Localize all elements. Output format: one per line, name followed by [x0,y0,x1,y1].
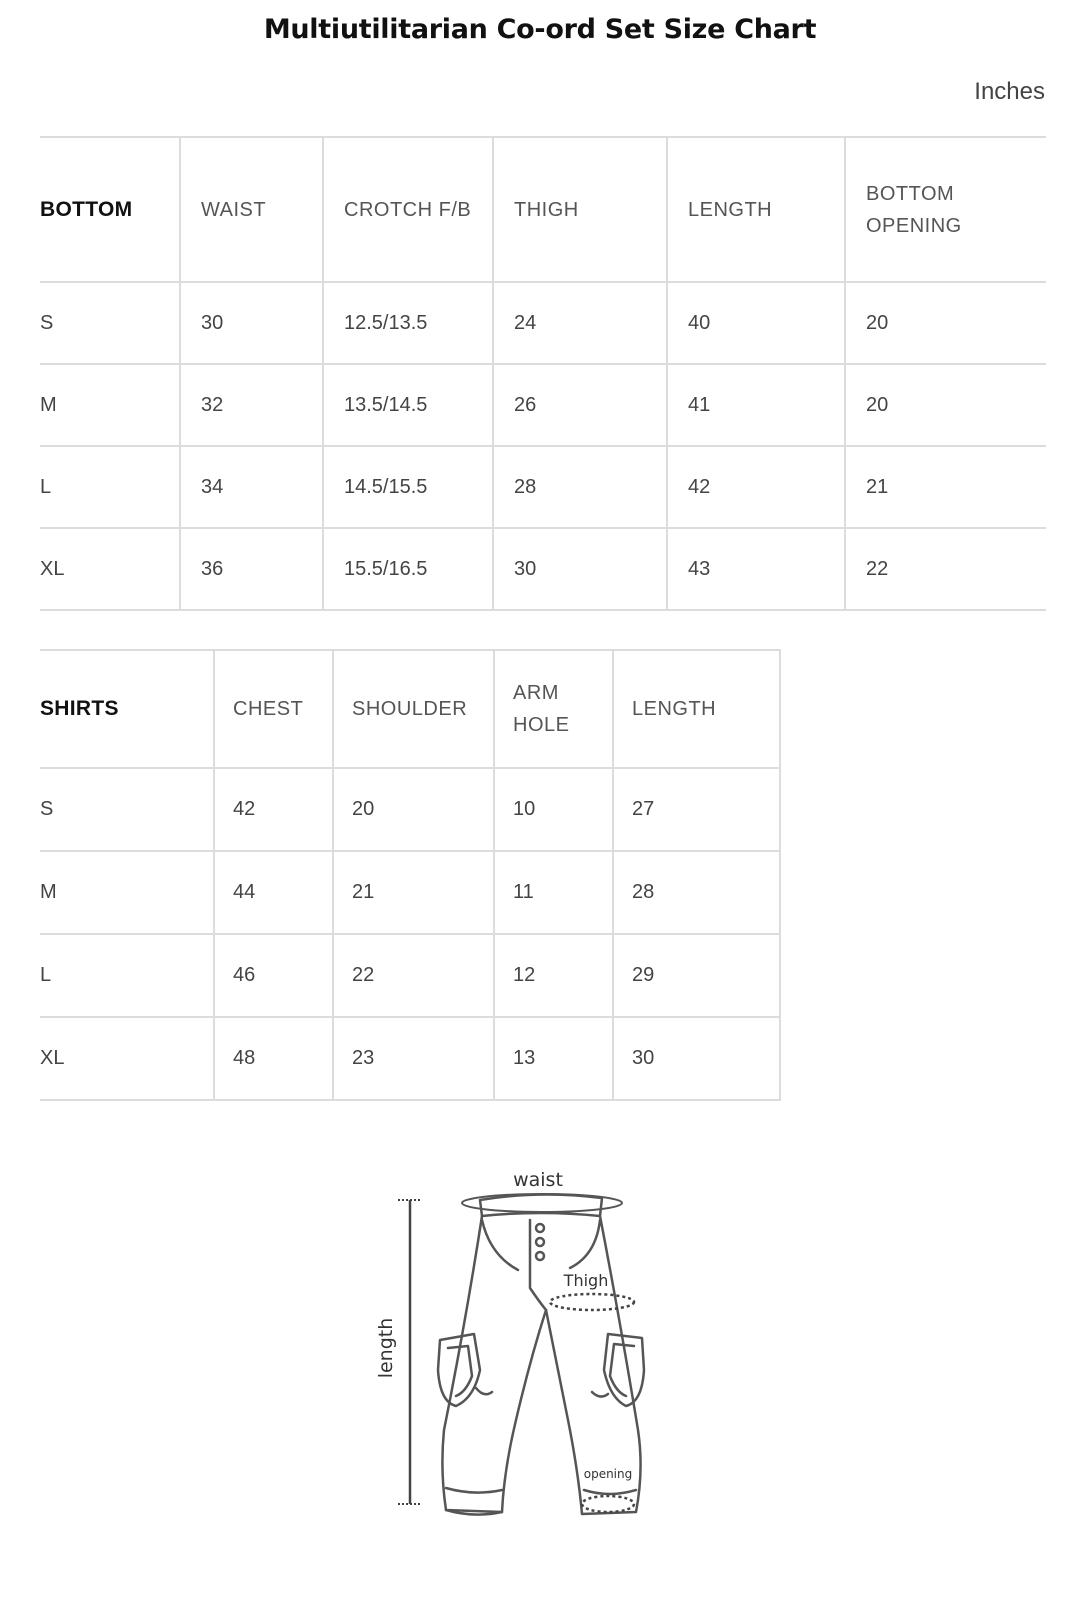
table-row [40,768,780,851]
size-cell: L [40,934,214,1017]
pants-measurement-diagram [370,1170,700,1550]
table-cell: 11 [494,851,613,934]
header-shoulder: SHOULDER [333,650,494,768]
table-cell: 12 [494,934,613,1017]
table-cell: 21 [333,851,494,934]
table-cell: 43 [667,528,845,610]
size-cell: S [40,768,214,851]
opening-label: opening [583,1467,633,1481]
thigh-label: Thigh [563,1271,609,1290]
length-label: length [375,1317,397,1379]
table-cell: 26 [493,364,667,446]
table-cell: 42 [214,768,333,851]
table-cell: 23 [333,1017,494,1100]
table-cell: 20 [845,364,1046,446]
bottom-size-table [40,136,1046,611]
table-cell: 27 [613,768,780,851]
table-cell: 30 [493,528,667,610]
table-row [40,364,1046,446]
table-row [40,1017,780,1100]
table-cell: 20 [333,768,494,851]
header-crotch: CROTCH F/B [323,137,493,282]
header-chest: CHEST [214,650,333,768]
size-cell: S [40,282,180,364]
table-cell: 14.5/15.5 [323,446,493,528]
header-arm-hole: ARM HOLE [494,650,613,768]
table-cell: 29 [613,934,780,1017]
table-cell: 10 [494,768,613,851]
header-bottom-opening: BOTTOM OPENING [845,137,1046,282]
table-cell: 41 [667,364,845,446]
table-cell: 12.5/13.5 [323,282,493,364]
table-row [40,528,1046,610]
table-cell: 42 [667,446,845,528]
table-cell: 20 [845,282,1046,364]
table-cell: 13 [494,1017,613,1100]
header-length: LENGTH [667,137,845,282]
length-measure-line [398,1200,422,1504]
table-cell: 13.5/14.5 [323,364,493,446]
table-cell: 24 [493,282,667,364]
thigh-measure-line [550,1294,634,1310]
table-cell: 46 [214,934,333,1017]
header-thigh: THIGH [493,137,667,282]
size-cell: L [40,446,180,528]
table-cell: 15.5/16.5 [323,528,493,610]
table-row [40,446,1046,528]
size-cell: M [40,851,214,934]
table-cell: 28 [493,446,667,528]
table-cell: 30 [613,1017,780,1100]
header-waist: WAIST [180,137,323,282]
shirts-header-label: SHIRTS [40,650,214,768]
table-cell: 21 [845,446,1046,528]
page-title: Multiutilitarian Co-ord Set Size Chart [263,14,817,45]
table-cell: 40 [667,282,845,364]
table-cell: 22 [333,934,494,1017]
shirts-size-table [40,649,781,1101]
waist-label: waist [513,1170,563,1191]
size-cell: XL [40,1017,214,1100]
table-cell: 36 [180,528,323,610]
opening-measure-line [582,1496,634,1512]
table-row [40,282,1046,364]
table-cell: 28 [613,851,780,934]
table-cell: 44 [214,851,333,934]
table-row [40,934,780,1017]
table-cell: 22 [845,528,1046,610]
shirts-header-row [40,650,780,768]
header-length: LENGTH [613,650,780,768]
bottom-header-row [40,137,1046,282]
table-cell: 30 [180,282,323,364]
table-row [40,851,780,934]
bottom-header-label: BOTTOM [40,137,180,282]
table-cell: 48 [214,1017,333,1100]
table-cell: 34 [180,446,323,528]
size-cell: M [40,364,180,446]
unit-label: Inches [974,78,1045,105]
size-cell: XL [40,528,180,610]
table-cell: 32 [180,364,323,446]
